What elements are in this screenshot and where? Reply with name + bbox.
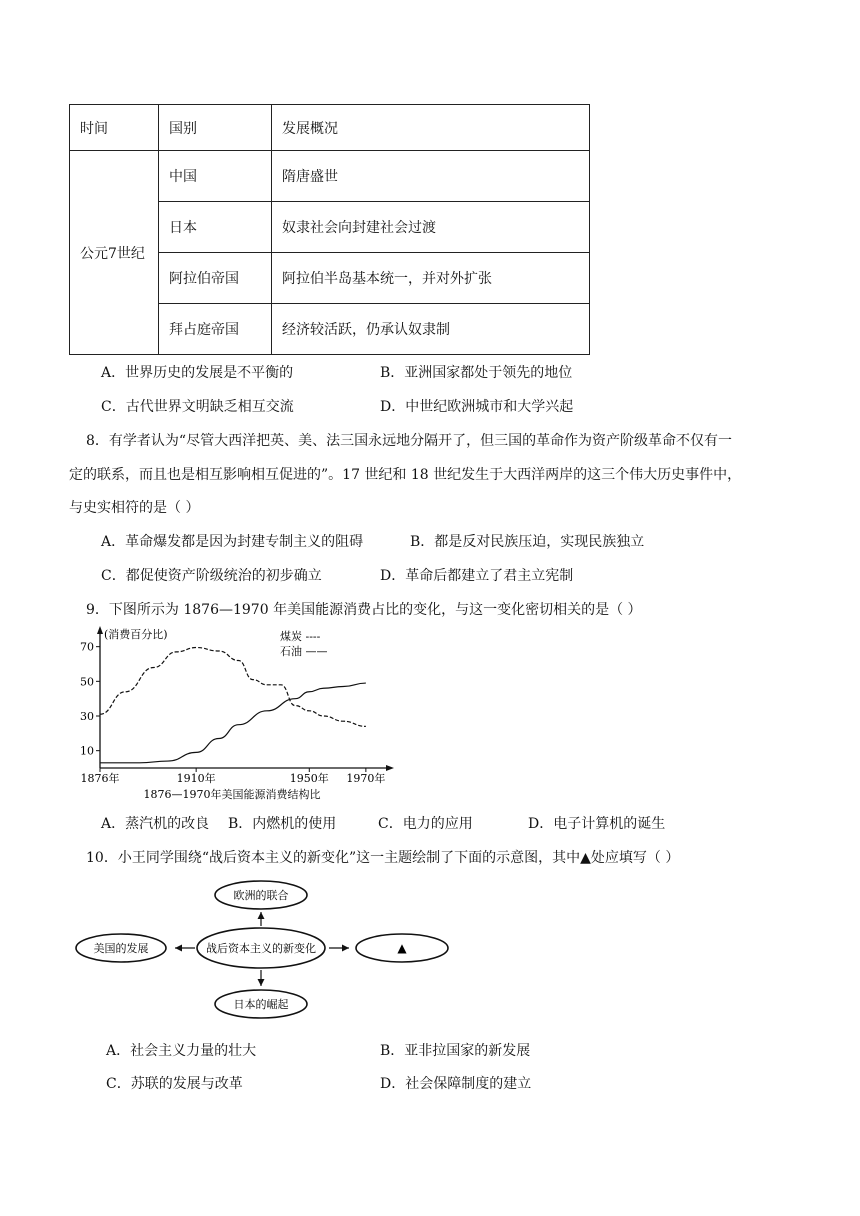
q9-stem: 9．下图所示为 1876—1970 年美国能源消费占比的变化，与这一变化密切相关的是（ ） xyxy=(86,602,642,618)
q10-option-a[interactable]: A．社会主义力量的壮大 xyxy=(106,1043,257,1059)
q10-option-c[interactable]: C．苏联的发展与改革 xyxy=(106,1076,243,1092)
legend-oil: 石油 —— xyxy=(280,645,328,658)
country-cell: 拜占庭帝国 xyxy=(159,304,272,355)
q9-option-b[interactable]: B．内燃机的使用 xyxy=(228,816,337,832)
chart-labels xyxy=(80,627,385,801)
y-tick-label: 70 xyxy=(80,640,94,654)
q7-option-a[interactable]: A．世界历史的发展是不平衡的 xyxy=(101,365,294,381)
x-tick-label: 1950年 xyxy=(289,772,329,785)
x-tick-label: 1910年 xyxy=(176,772,216,785)
desc-cell: 阿拉伯半岛基本统一，并对外扩张 xyxy=(272,253,590,304)
q8-option-d[interactable]: D．革命后都建立了君主立宪制 xyxy=(380,568,574,584)
y-tick-label: 50 xyxy=(80,675,94,689)
right-node-label: ▲ xyxy=(397,941,407,955)
q8-stem-line1: 8．有学者认为“尽管大西洋把英、美、法三国永远地分隔开了，但三国的革命作为资产阶级革命不仅有一 xyxy=(86,433,733,449)
center-node-label: 战后资本主义的新变化 xyxy=(206,942,316,955)
period-cell: 公元7世纪 xyxy=(70,151,159,355)
y-axis-label: (消费百分比) xyxy=(104,628,168,641)
desc-cell: 经济较活跃，仍承认奴隶制 xyxy=(272,304,590,355)
q8-stem-line3: 与史实相符的是（ ） xyxy=(69,500,200,516)
x-tick-label: 1876年 xyxy=(80,772,120,785)
energy-consumption-chart xyxy=(60,624,400,804)
table-row xyxy=(70,151,590,202)
x-tick-label: 1970年 xyxy=(346,772,386,785)
q8-option-a[interactable]: A．革命爆发都是因为封建专制主义的阻碍 xyxy=(101,534,364,550)
q7-option-d[interactable]: D．中世纪欧洲城市和大学兴起 xyxy=(380,399,574,415)
country-cell: 中国 xyxy=(159,151,272,202)
q9-option-a[interactable]: A．蒸汽机的改良 xyxy=(101,816,210,832)
y-axis-arrow xyxy=(97,626,103,634)
q8-option-c[interactable]: C．都促使资产阶级统治的初步确立 xyxy=(101,568,322,584)
q8-stem-line2: 定的联系，而且也是相互影响相互促进的”。17 世纪和 18 世纪发生于大西洋两岸的这三个伟大历史事件中， xyxy=(69,467,742,483)
coal-series-line xyxy=(100,648,366,727)
chart-series xyxy=(100,648,366,763)
q8-option-b[interactable]: B．都是反对民族压迫，实现民族独立 xyxy=(410,534,645,550)
x-axis-arrow xyxy=(386,765,394,771)
header-time: 时间 xyxy=(70,105,159,151)
q9-option-d[interactable]: D．电子计算机的诞生 xyxy=(528,816,666,832)
header-country: 国别 xyxy=(159,105,272,151)
q7-option-c[interactable]: C．古代世界文明缺乏相互交流 xyxy=(101,399,294,415)
history-table xyxy=(69,104,590,355)
q10-diagram xyxy=(75,878,455,1023)
q7-option-b[interactable]: B．亚洲国家都处于领先的地位 xyxy=(380,365,573,381)
bottom-node-label: 日本的崛起 xyxy=(233,998,289,1011)
table-header-row xyxy=(70,105,590,151)
desc-cell: 隋唐盛世 xyxy=(272,151,590,202)
header-overview: 发展概况 xyxy=(272,105,590,151)
country-cell: 阿拉伯帝国 xyxy=(159,253,272,304)
q9-option-c[interactable]: C．电力的应用 xyxy=(378,816,473,832)
chart-axes xyxy=(96,626,394,772)
y-tick-label: 10 xyxy=(80,744,94,758)
oil-series-line xyxy=(100,683,366,763)
chart-title: 1876—1970年美国能源消费结构比 xyxy=(143,788,321,801)
left-node-label: 美国的发展 xyxy=(93,942,149,955)
q10-option-b[interactable]: B．亚非拉国家的新发展 xyxy=(380,1043,531,1059)
q10-stem: 10．小王同学围绕“战后资本主义的新变化”这一主题绘制了下面的示意图，其中▲处应填写（ ） xyxy=(86,850,680,866)
legend-coal: 煤炭 ---- xyxy=(280,630,321,643)
y-tick-label: 30 xyxy=(80,710,94,723)
desc-cell: 奴隶社会向封建社会过渡 xyxy=(272,202,590,253)
q10-option-d[interactable]: D．社会保障制度的建立 xyxy=(380,1076,532,1092)
top-node-label: 欧洲的联合 xyxy=(233,889,289,902)
country-cell: 日本 xyxy=(159,202,272,253)
